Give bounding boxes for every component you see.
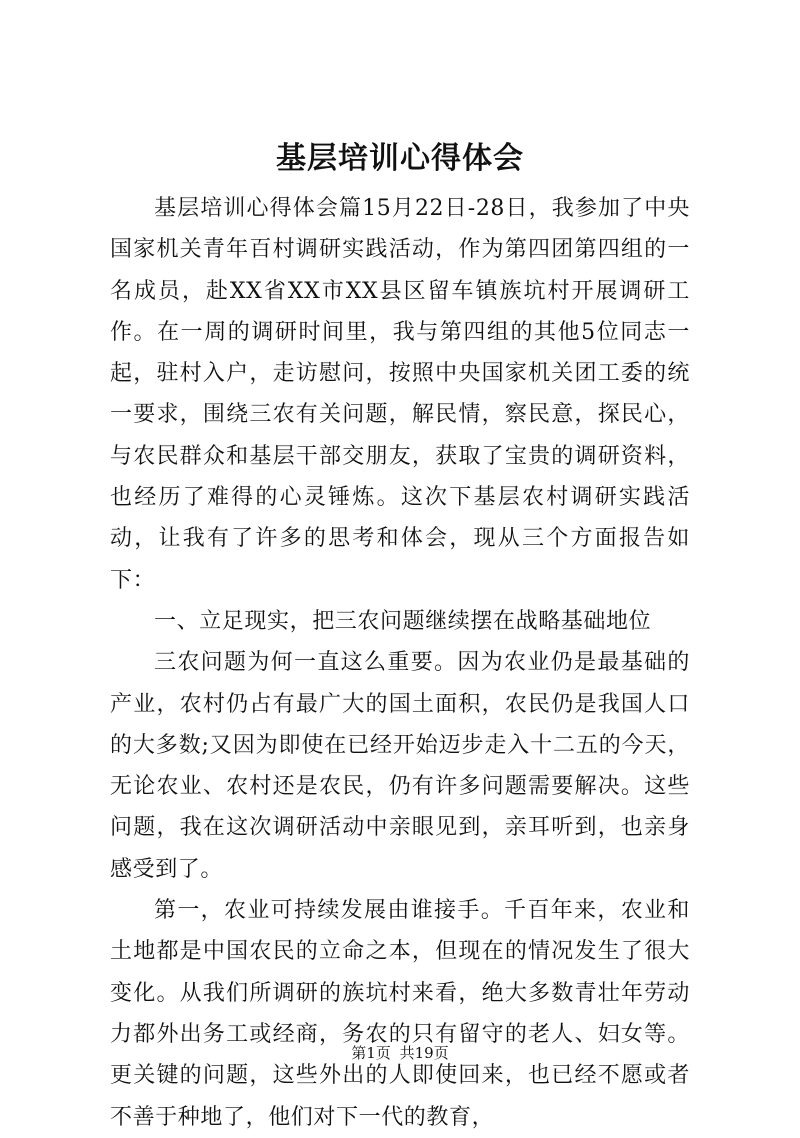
- document-title: 基层培训心得体会: [276, 141, 524, 176]
- document-body: [110, 188, 690, 1138]
- paragraph-intro: 基层培训心得体会篇15月22日-28日，我参加了中央国家机关青年百村调研实践活动，作为第四团第四组的一名成员，赴XX省XX市XX县区留车镇族坑村开展调研工作。在一周的调研时间里，我与第四组的其他5位同志一起，驻村入户，走访慰问，按照中央国家机关团工委的统一要求，围绕三农有关问题，解民情，察民意，探民心，与农民群众和基层干部交朋友，获取了宝贵的调研资料，也经历了难得的心灵锤炼。这次下基层农村调研实践活动，让我有了许多的思考和体会，现从三个方面报告如下：: [110, 196, 690, 593]
- paragraph-first-point: 第一，农业可持续发展由谁接手。千百年来，农业和土地都是中国农民的立命之本，但现在的情况发生了很大变化。从我们所调研的族坑村来看，绝大多数青壮年劳动力都外出务工或经商，务农的只有留守的老人、妇女等。更关键的问题，这些外出的人即使回来，也已经不愿或者不善于种地了，他们对下一代的教育，: [110, 898, 690, 1130]
- section-heading-1: 一、立足现实，把三农问题继续摆在战略基础地位: [154, 608, 652, 634]
- page-footer: [0, 1043, 800, 1063]
- page-total: 共19页: [399, 1044, 449, 1062]
- page-number: 第1页: [351, 1044, 391, 1062]
- paragraph-why-important: 三农问题为何一直这么重要。因为农业仍是最基础的产业，农村仍占有最广大的国土面积，农民仍是我国人口的大多数;又因为即使在已经开始迈步走入十二五的今天，无论农业、农村还是农民，仍有许多问题需要解决。这些问题，我在这次调研活动中亲眼见到，亲耳听到，也亲身感受到了。: [110, 650, 690, 882]
